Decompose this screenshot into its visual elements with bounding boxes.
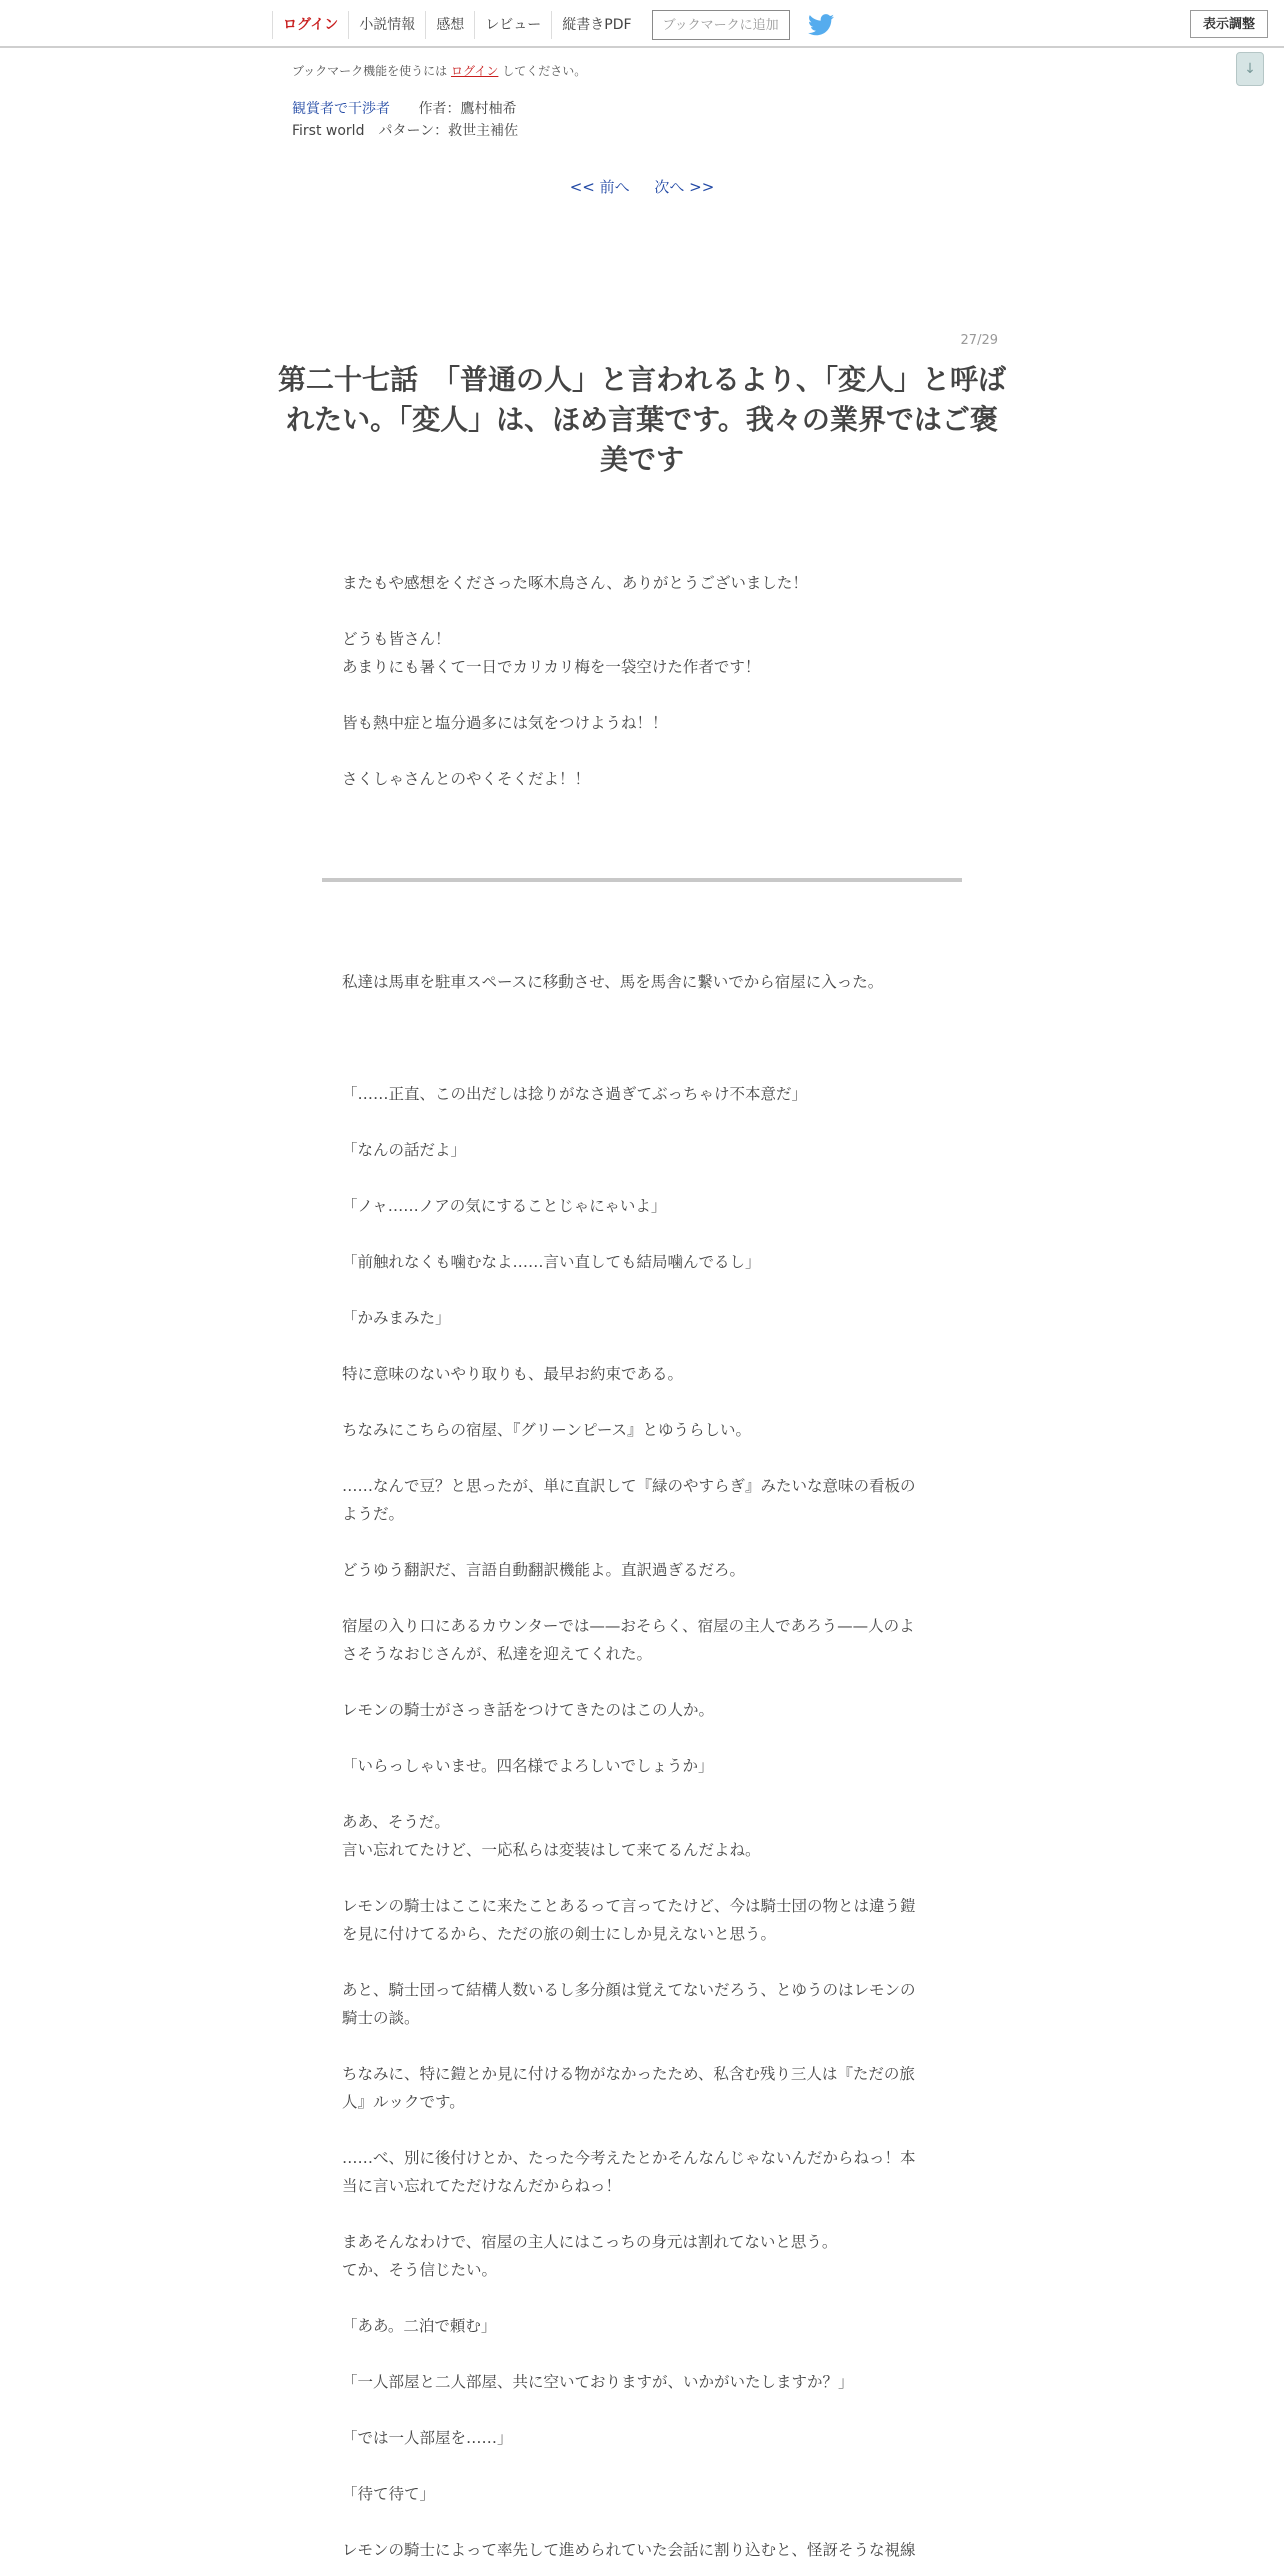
text-line: ようだ。 — [342, 1505, 405, 1523]
bookmark-notice-login-link[interactable]: ログイン — [450, 64, 499, 78]
nav-novel-info-link[interactable]: 小説情報 — [348, 11, 425, 39]
text-line — [342, 1024, 942, 1052]
text-line: 「一人部屋と二人部屋、共に空いておりますが、いかがいたしますか？」 — [342, 2373, 854, 2391]
series-title-link[interactable]: 観賞者で干渉者 — [292, 101, 390, 117]
prev-episode-link[interactable]: << 前へ — [569, 178, 630, 196]
nav-impressions-link[interactable]: 感想 — [425, 11, 474, 39]
text-line — [342, 681, 942, 709]
text-line — [342, 1948, 942, 1976]
text-line: さそうなおじさんが、私達を迎えてくれた。 — [342, 1645, 653, 1663]
episode-count: 27/29 — [960, 333, 998, 348]
text-line: 「では一人部屋を……」 — [342, 2429, 513, 2447]
next-episode-link[interactable]: 次へ >> — [654, 178, 715, 196]
text-line: あと、騎士団って結構人数いるし多分顔は覚えてないだろう、とゆうのはレモンの — [342, 1981, 916, 1999]
text-line — [342, 2200, 942, 2228]
text-line: 特に意味のないやり取りも、最早お約束である。 — [342, 1365, 684, 1383]
text-line: 皆も熱中症と塩分過多には気をつけようね！！ — [342, 714, 668, 732]
preface-text — [342, 569, 942, 793]
text-line: 「前触れなくも噛むなよ……言い直しても結局噛んでるし」 — [342, 1253, 761, 1271]
text-line — [342, 1668, 942, 1696]
text-line: を見に付けてるから、ただの旅の剣士にしか見えないと思う。 — [342, 1925, 777, 1943]
author-name: 作者：鷹村柚希 — [418, 101, 517, 117]
text-line: どうゆう翻訳だ、言語自動翻訳機能よ。直訳過ぎるだろ。 — [342, 1561, 746, 1579]
text-line: 騎士の談。 — [342, 2009, 420, 2027]
nav-vertical-pdf-link[interactable]: 縦書きPDF — [551, 11, 641, 39]
text-line — [342, 1584, 942, 1612]
body-text — [342, 968, 942, 2564]
scroll-down-tab[interactable]: ↓ — [1236, 52, 1264, 86]
nav-menu — [272, 10, 836, 40]
text-line: どうも皆さん！ — [342, 630, 451, 648]
text-line — [342, 1052, 942, 1080]
text-line: 「いらっしゃいませ。四名様でよろしいでしょうか」 — [342, 1757, 714, 1775]
text-line — [342, 1864, 942, 1892]
text-line — [342, 2508, 942, 2536]
text-line: 「……正直、この出だしは捻りがなさ過ぎてぶっちゃけ不本意だ」 — [342, 1085, 808, 1103]
text-line — [342, 1780, 942, 1808]
text-line: 「ああ。二泊で頼む」 — [342, 2317, 497, 2335]
text-line — [342, 1108, 942, 1136]
text-line: レモンの騎士はここに来たことあるって言ってたけど、今は騎士団の物とは違う鎧 — [342, 1897, 916, 1915]
text-line — [342, 1276, 942, 1304]
text-line: レモンの騎士によって率先して進められていた会話に割り込むと、怪訝そうな視線 — [342, 2541, 916, 2559]
text-line: 言い忘れてたけど、一応私らは変装はして来てるんだよね。 — [342, 1841, 761, 1859]
text-line — [342, 2116, 942, 2144]
text-line: 「かみまみた」 — [342, 1309, 451, 1327]
text-line: ……なんで豆？と思ったが、単に直訳して『緑のやすらぎ』みたいな意味の看板の — [342, 1477, 916, 1495]
text-line: レモンの騎士がさっき話をつけてきたのはこの人か。 — [342, 1701, 715, 1719]
text-line — [342, 1388, 942, 1416]
text-line: あまりにも暑くて一日でカリカリ梅を一袋空けた作者です！ — [342, 658, 761, 676]
bookmark-notice-before: ブックマーク機能を使うには — [292, 64, 451, 78]
chapter-title: 第二十七話 「普通の人」と言われるより、「変人」と呼ばれたい。「変人」は、ほめ言葉です。我々の業界ではご褒美です — [277, 363, 1006, 476]
bookmark-add-button[interactable]: ブックマークに追加 — [652, 10, 790, 40]
nav-review-link[interactable]: レビュー — [474, 11, 551, 39]
episode-pager — [0, 176, 1284, 197]
text-line: ……べ、別に後付けとか、たった今考えたとかそんなんじゃないんだからねっ！本 — [342, 2149, 916, 2167]
novel-meta — [292, 98, 516, 118]
text-line — [342, 2340, 942, 2368]
text-line — [342, 597, 942, 625]
text-line: 「待て待て」 — [342, 2485, 436, 2503]
text-line: 宿屋の入り口にあるカウンターでは——おそらく、宿屋の主人であろう——人のよ — [342, 1617, 915, 1635]
text-line: 当に言い忘れてただけなんだからねっ！ — [342, 2177, 622, 2195]
text-line — [342, 1444, 942, 1472]
text-line — [342, 2032, 942, 2060]
bookmark-notice — [292, 62, 586, 79]
text-line — [342, 1164, 942, 1192]
text-line: ちなみに、特に鎧とか見に付ける物がなかったため、私含む残り三人は『ただの旅 — [342, 2065, 915, 2083]
text-line — [342, 2284, 942, 2312]
text-line: まあそんなわけで、宿屋の主人にはこっちの身元は割れてないと思う。 — [342, 2233, 838, 2251]
section-divider — [322, 878, 962, 882]
text-line: ちなみにこちらの宿屋、『グリーンピース』とゆうらしい。 — [342, 1421, 752, 1439]
text-line: 「なんの話だよ」 — [342, 1141, 467, 1159]
text-line: またもや感想をくださった啄木鳥さん、ありがとうございました！ — [342, 574, 808, 592]
chapter-subline: First world パターン：救世主補佐 — [292, 123, 519, 139]
text-line — [342, 996, 942, 1024]
display-settings-button[interactable]: 表示調整 — [1190, 10, 1268, 38]
bookmark-notice-after: してください。 — [498, 64, 587, 78]
twitter-bird-icon[interactable] — [806, 10, 836, 40]
text-line: てか、そう信じたい。 — [342, 2261, 498, 2279]
text-line — [342, 1724, 942, 1752]
text-line: 「ノャ……ノアの気にすることじゃにゃいよ」 — [342, 1197, 667, 1215]
text-line — [342, 1332, 942, 1360]
nav-login-link[interactable]: ログイン — [272, 11, 348, 39]
text-line — [342, 2396, 942, 2424]
text-line — [342, 1528, 942, 1556]
text-line — [342, 737, 942, 765]
text-line: さくしゃさんとのやくそくだよ！！ — [342, 770, 591, 788]
top-navigation-bar — [0, 0, 1284, 48]
text-line: 人』ルックです。 — [342, 2093, 465, 2111]
text-line: ああ、そうだ。 — [342, 1813, 450, 1831]
text-line: 私達は馬車を駐車スペースに移動させ、馬を馬舎に繋いでから宿屋に入った。 — [342, 973, 884, 991]
text-line — [342, 1220, 942, 1248]
text-line — [342, 2452, 942, 2480]
